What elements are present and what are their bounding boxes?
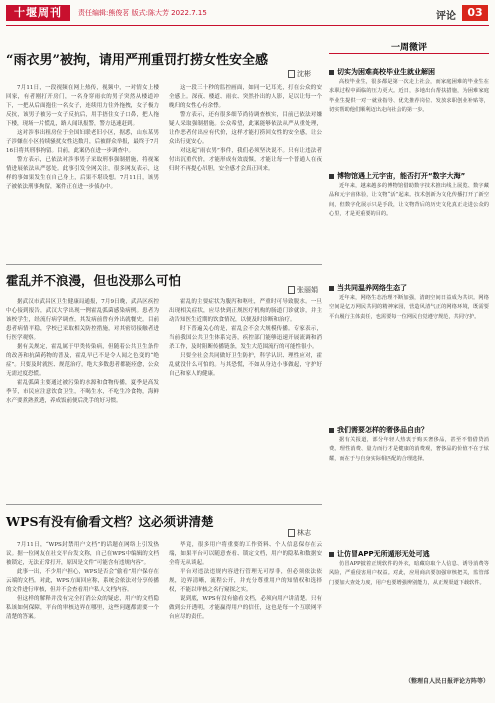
byline-box-icon (288, 70, 295, 78)
paragraph: 这对涉事出租房位于全国妇联老旧小区，据悉，山东某男子涉嫌在小区持续骚扰女性达数月，后被群众举报，最终于7月16日将其刑事拘留。目前，此案仍在进一步调查中。 (6, 130, 159, 154)
paragraph: 据武汉市武昌区卫生健康局通报，7月9日晚，武昌区疾控中心接到报告，武汉大学出现一例霍乱弧菌感染病例。患者为该校学生，经流行病学调查，其发病前曾有外出就餐史。目前患者病情平稳，学校已采取相关防控措施，对其密切接触者进行医学观察。 (6, 299, 159, 341)
article-title[interactable]: 霍乱并不浪漫，但也没那么可怕 (6, 273, 182, 288)
paragraph: 这一段三十秒的监控画面，如同一记耳光，打在公众的安全感上。深夜、楼道、雨衣、突然扑出的人影，足以让每一个晚归的女性心有余悸。 (169, 85, 322, 109)
sidebar-item-body (329, 560, 489, 670)
paragraph: 时下普遍关心的是，霍乱会不会大规模传播。专家表示，当前我国公共卫生体系完善，疾控部门能够迅速开展流调和消杀工作，及时阻断传播链条，发生大范围流行的可能性很小。 (169, 326, 322, 350)
bullet-square-icon (329, 552, 334, 557)
paragraph: 仿冒APP披着正规软件的外衣，暗藏窃取个人信息、诱导消费等风险，严重侵害用户权益。对此，应用商店要加强审核把关，监管部门要加大查处力度，用户也要增强辨别能力，从正规渠道下载软件。 (329, 561, 489, 586)
paragraph: 霍乱的主要症状为腹泻和呕吐，严重时可导致脱水。一旦出现相关症状，应尽快到正规医疗机构的肠道门诊就诊，并主动告知医生近期的饮食情况，以便及时诊断和治疗。 (169, 299, 322, 323)
sidebar-item-heading[interactable]: 切实为困难高校毕业生就业解困 (329, 67, 489, 77)
article-author: 张丽娟 (297, 286, 318, 294)
paragraph: 对这起“雨衣男”事件，我们必须坚决说不。只有让违法者付出沉重代价，才能形成有效震慑，才能让每一个普通人在夜归时不再提心吊胆，安全感才会真正回来。 (169, 148, 322, 172)
article-wps (6, 513, 322, 530)
sidebar-item-body (329, 78, 489, 168)
article-raincoat (6, 52, 322, 70)
article-column (6, 541, 159, 701)
paragraph: 只要全社会共同做好卫生防护，科学认识、理性应对，霍乱就没什么可怕的。与其恐慌，不如从身边小事做起，守护好自己和家人的健康。 (169, 353, 322, 377)
sidebar-item-heading[interactable]: 博物馆遇上元宇宙，能否打开“数字大海” (329, 171, 489, 181)
article-title[interactable]: “雨衣男”被拘，请用严刑重罚打捞女性安全感 (6, 53, 268, 68)
paragraph: 据有关规定，霍乱属于甲类传染病，但随着公共卫生条件的改善和抗菌药物的普及，霍乱早已不是令人闻之色变的“绝症”。只要及时就医、规范治疗，绝大多数患者都能痊愈，公众无需过度恐慌。 (6, 344, 159, 377)
paragraph: 警方表示，还有很多细节尚待调查核实，目前已依法对嫌疑人采取强制措施。公众希望，此案能够依法从严从重处理，让作恶者付出应有代价，这样才能打捞回女性的安全感，让公众出行更安心。 (169, 112, 322, 145)
byline-box-icon (288, 529, 295, 537)
paragraph: 但这样的解释并没有完全打消公众的疑虑，用户的文档隐私该如何保障，平台的审核边界在哪里，这些问题都需要一个清楚的答案。 (6, 596, 159, 620)
byline-box-icon (288, 286, 295, 294)
sidebar-item-heading[interactable]: 让仿冒APP无所遁形无处可逃 (329, 549, 489, 559)
paragraph: 据有关报道，部分年轻人热衷于购买奢侈品，甚至不惜借贷消费。理性消费、量力而行才是健康的消费观，奢侈品的价值不在于炫耀，而在于与自身实际相匹配的合理选择。 (329, 437, 489, 462)
page-header (0, 0, 495, 26)
sidebar-item-heading[interactable]: 我们需要怎样的奢侈品自由？ (329, 425, 489, 435)
article-author: 林志 (297, 529, 311, 537)
paragraph: 近年来，网络生态治理不断加强，清朗空间日益成为共识。网络空间是亿万网民共同的精神家园，营造风清气正的网络环境，既需要平台履行主体责任，也需要每一位网民自觉遵守规范，共同守护。 (329, 295, 489, 320)
article-author: 沈彬 (297, 70, 311, 78)
paragraph: 说到底，WPS有没有偷看文档，必须向用户讲清楚。只有做到公开透明，才能赢得用户的信任，这也是每一个互联网平台应尽的责任。 (169, 596, 322, 620)
paragraph: 7月11日，一段视频在网上热传，视频中，一对情女上楼回家，有者刚打开房门，一名身穿雨衣的男子突然从楼道冲下，一把从后面抱住一名女子，连续用力往外拖拽，女子极力反抗，该男子被另一女子反抗后，用手捂住女子口鼻，把人拖下楼，现场一片慌乱，路人闻讯报警，警方迅速赶到。 (6, 85, 159, 127)
sidebar-title-rule (329, 53, 489, 54)
sidebar-item-body (329, 182, 489, 278)
article-column (6, 84, 159, 264)
paragraph: 此事一出，不少用户担心，WPS是否会“偷看”用户保存在云端的文档。对此，WPS方面回应称，系统会依法对分享传播的文件进行审核，但并不会查看用户私人文档内容。 (6, 569, 159, 593)
article-title[interactable]: WPS有没有偷看文档？这必须讲清楚 (6, 514, 214, 529)
bullet-square-icon (329, 286, 334, 291)
page-number: 03 (462, 5, 488, 21)
paragraph: 高校毕业生，很多都是第一次走上社会，而家庭困难的毕业生在求职过程中面临的压力更大。近日，多地出台帮扶措施，为困难家庭毕业生提供一对一就业指导、优先推荐岗位、发放求职创业补贴等，切实帮助他们顺利迈出走向社会的第一步。 (329, 79, 489, 114)
paragraph: 7月11日，“WPS封禁用户文档”的话题在网络上引发热议。据一位网友在社交平台发文称，自己在WPS中编辑的文档被锁定，无法正常打开，原因是文件“可能含有违规内容”。 (6, 542, 159, 566)
article-column (169, 298, 322, 500)
weekly-comments-sidebar (329, 40, 489, 698)
sidebar-item-heading[interactable]: 当共同温养网络生态了 (329, 283, 489, 293)
sidebar-title: 一周微评 (390, 43, 427, 53)
article-column (169, 84, 322, 264)
article-byline (288, 528, 311, 538)
sidebar-item-body (329, 294, 489, 420)
article-body (6, 298, 322, 500)
article-byline (288, 285, 318, 295)
article-cholera (6, 272, 322, 289)
paragraph: 警方表示，已依法对涉事男子采取刑事强制措施，将视案情进展依法从严惩处。此事引发全网关注，很多网友表示，这样的事如果发生在自己身上，后果不堪设想。7月11日，该男子被依法刑事拘留，案件正在进一步侦办中。 (6, 157, 159, 190)
article-body (6, 84, 322, 264)
article-body (6, 541, 322, 701)
bullet-square-icon (329, 70, 334, 75)
sidebar-item-body (329, 436, 489, 542)
bullet-square-icon (329, 174, 334, 179)
article-column (169, 541, 322, 701)
article-divider (6, 504, 322, 505)
paragraph: 平台对违法违规内容进行管理无可厚非，但必须依法依规，边界清晰，流程公开，并充分尊重用户的知情权和选择权，不能以审核之名行窥探之实。 (169, 569, 322, 593)
sidebar-source-note: （整理自人民日报评论方阵等） (404, 678, 489, 685)
bullet-square-icon (329, 428, 334, 433)
paragraph: 霍乱弧菌主要通过被污染的水源和食物传播，夏季是高发季节，市民应注意饮食卫生，不喝生水，不吃生冷食物，海鲜水产要煮熟煮透，养成饭前便后洗手的好习惯。 (6, 380, 159, 404)
section-label: 评论 (436, 11, 456, 22)
article-byline (288, 69, 311, 79)
paragraph: 近年来，越来越多的博物馆借助数字技术推出线上展览、数字藏品和元宇宙体验，让文物“活”起来。技术创新为文化传播打开了新空间，但数字化展示只是手段，让文物背后的历史文化真正走进公众的心里，才是更重要的目的。 (329, 183, 489, 218)
article-divider (6, 264, 322, 265)
editor-credits: 责任编辑:熊俊茗 版式:陈大芳 2022.7.15 (78, 9, 207, 17)
article-column (6, 298, 159, 500)
paragraph: 毕竟，很多用户将重要的工作资料、个人信息保存在云端，如果平台可以随意查看、锁定文档，用户的隐私和数据安全将无从谈起。 (169, 542, 322, 566)
paper-logo: 十堰周刊 (6, 5, 70, 21)
header-rule (6, 25, 489, 26)
